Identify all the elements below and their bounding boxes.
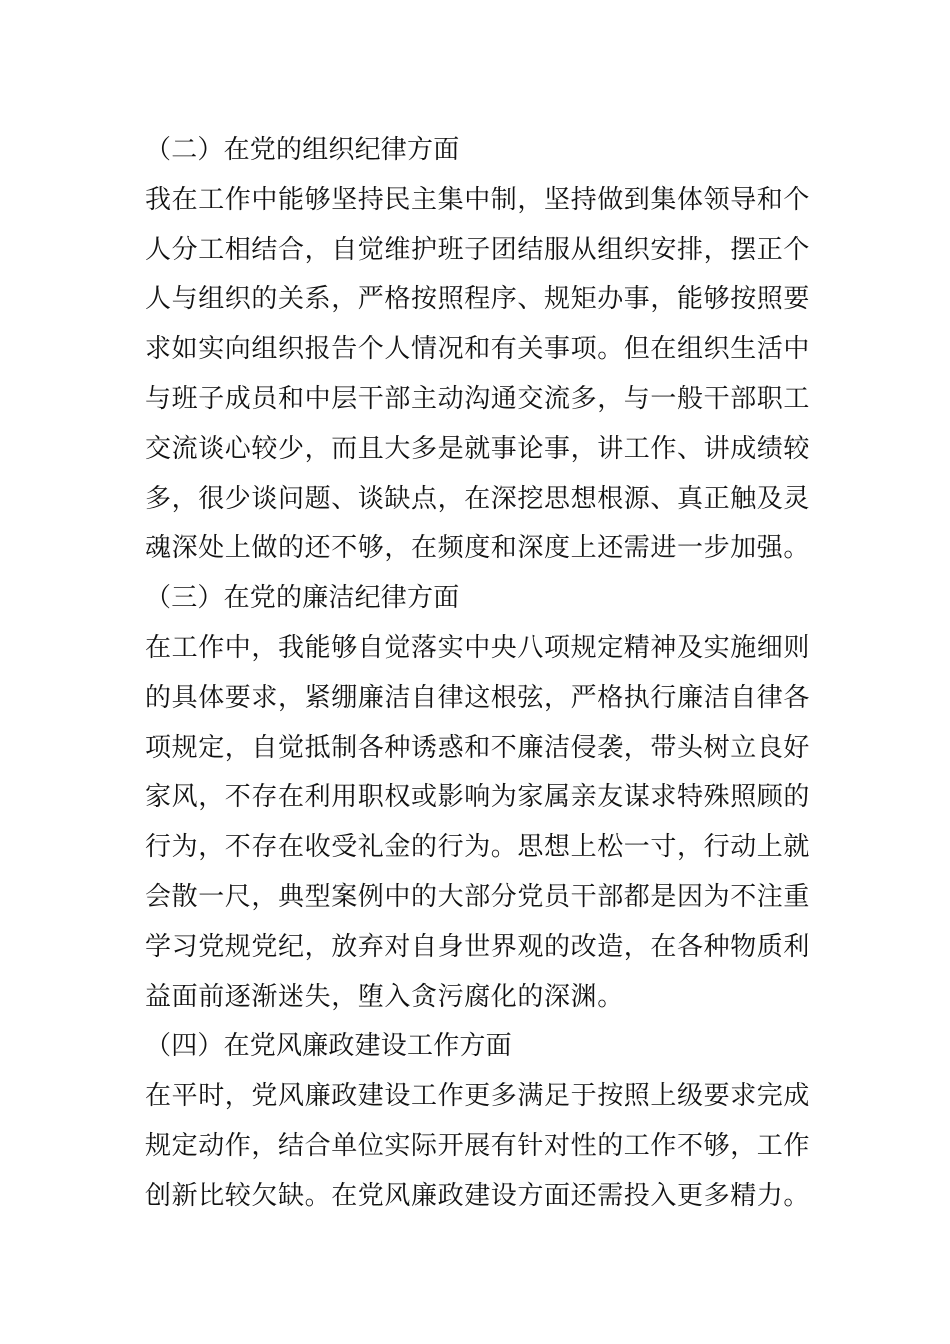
paragraph-line: 会散一尺，典型案例中的大部分党员干部都是因为不注重 (145, 881, 811, 912)
section-heading-clean-governance: （四）在党风廉政建设工作方面 (145, 1031, 512, 1062)
paragraph-line: 魂深处上做的还不够，在频度和深度上还需进一步加强。 (145, 533, 811, 564)
paragraph-line: 的具体要求，紧绷廉洁自律这根弦，严格执行廉洁自律各 (145, 682, 811, 713)
paragraph-line: 人与组织的关系，严格按照程序、规矩办事，能够按照要 (145, 284, 811, 315)
paragraph-line: 项规定，自觉抵制各种诱惑和不廉洁侵袭，带头树立良好 (145, 732, 811, 763)
document-body (145, 126, 810, 1222)
paragraph-line: 学习党规党纪，放弃对自身世界观的改造，在各种物质利 (145, 931, 811, 962)
paragraph-line: 家风，不存在利用职权或影响为家属亲友谋求特殊照顾的 (145, 782, 811, 813)
paragraph-line: 求如实向组织报告个人情况和有关事项。但在组织生活中 (145, 334, 811, 365)
paragraph-line: 在平时，党风廉政建设工作更多满足于按照上级要求完成 (145, 1081, 811, 1112)
paragraph-line: 与班子成员和中层干部主动沟通交流多，与一般干部职工 (145, 383, 811, 414)
paragraph-line: 我在工作中能够坚持民主集中制，坚持做到集体领导和个 (145, 184, 811, 215)
paragraph-line: 交流谈心较少，而且大多是就事论事，讲工作、讲成绩较 (145, 433, 811, 464)
section-heading-organization-discipline: （二）在党的组织纪律方面 (145, 135, 460, 165)
paragraph-line: 益面前逐渐迷失，堕入贪污腐化的深渊。 (145, 981, 624, 1012)
paragraph-line: 人分工相结合，自觉维护班子团结服从组织安排，摆正个 (145, 234, 811, 265)
paragraph-line: 规定动作，结合单位实际开展有针对性的工作不够，工作 (145, 1130, 811, 1161)
paragraph-line: 在工作中，我能够自觉落实中央八项规定精神及实施细则 (145, 632, 811, 663)
paragraph-line: 多，很少谈问题、谈缺点，在深挖思想根源、真正触及灵 (145, 483, 811, 514)
paragraph-line: 行为，不存在收受礼金的行为。思想上松一寸，行动上就 (145, 832, 811, 863)
section-heading-integrity-discipline: （三）在党的廉洁纪律方面 (145, 583, 460, 614)
paragraph-line: 创新比较欠缺。在党风廉政建设方面还需投入更多精力。 (145, 1180, 811, 1211)
